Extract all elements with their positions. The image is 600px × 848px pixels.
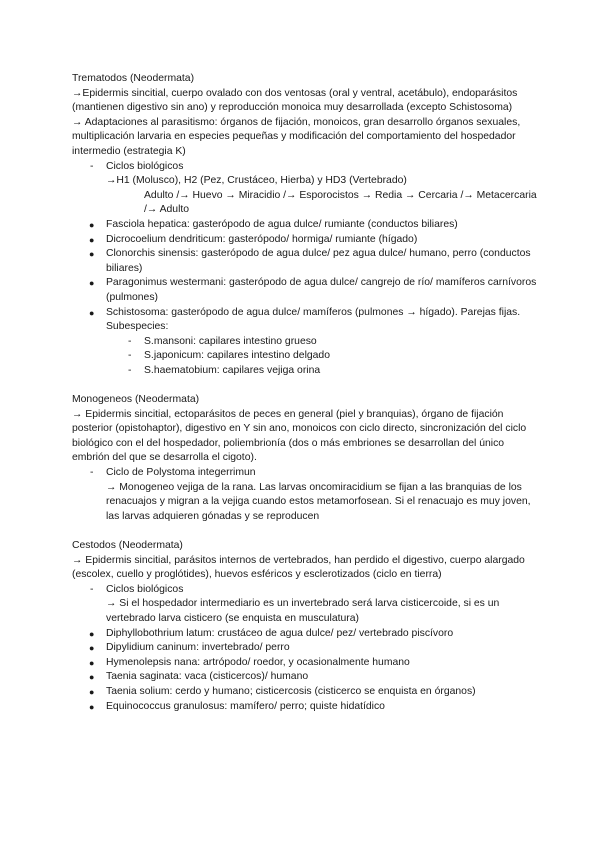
ciclos-label: Ciclos biológicos: [106, 583, 184, 595]
trematodos-intro: →Epidermis sincitial, cuerpo ovalado con dos ventosas (oral y ventral, acetábulo), endoparásitos (mantienen digestivo sin ano) y reproducción monoica muy desarrollada (excepto Schistosoma): [72, 87, 518, 114]
section-title-trematodos: Trematodos (Neodermata): [72, 73, 195, 84]
bullet-marker: ●: [89, 686, 95, 697]
list-item: [72, 700, 542, 715]
cestodos-ciclos-text: → Si el hospedador intermediario es un invertebrado será larva cisticercoide, si es un vertebrado larva cisticero (se enquista en musculatura): [106, 598, 500, 624]
list-item: [72, 233, 542, 248]
trematodos-adaptations: → Adaptaciones al parasitismo: órganos de fijación, monoicos, gran desarrollo órganos sexuales, multiplicación larvaria en especies pequeñas y modificación del comportamiento del hospedador intermedio (estrategia K): [72, 116, 521, 157]
dash-marker: -: [128, 335, 132, 347]
subspecies-item: [72, 349, 542, 364]
bullet-marker: ●: [89, 249, 95, 260]
bullet-marker: ●: [89, 307, 95, 318]
list-item-text: Clonorchis sinensis: gasterópodo de agua dulce/ pez agua dulce/ humano, perro (conductos biliares): [106, 248, 531, 274]
ciclos-label: Ciclos biológicos: [106, 160, 184, 172]
monogeneos-ciclo-item: [72, 466, 542, 481]
dash-marker: -: [128, 350, 132, 362]
dash-marker: -: [128, 364, 132, 376]
list-item-text: Taenia saginata: vaca (cisticercos)/ humano: [106, 671, 309, 683]
list-item: [72, 276, 542, 305]
dash-marker: -: [90, 583, 94, 595]
spacer: [72, 524, 542, 539]
list-item: [72, 685, 542, 700]
bullet-marker: ●: [89, 657, 95, 668]
trematodos-ciclos-item: [72, 160, 542, 175]
bullet-marker: ●: [89, 643, 95, 654]
cestodos-intro: → Epidermis sincitial, parásitos internos de vertebrados, han perdido el digestivo, cuerpo alargado (escolex, cuello y proglótides), huevos esféricos y esclerotizados (ciclo en tierra): [72, 554, 525, 581]
ciclo-label: Ciclo de Polystoma integerrimun: [106, 467, 256, 479]
list-item: [72, 641, 542, 656]
cestodos-ciclos-item: [72, 583, 542, 598]
list-item-text: Hymenolepsis nana: artrópodo/ roedor, y ocasionalmente humano: [106, 656, 410, 668]
dash-marker: -: [90, 160, 94, 172]
bullet-marker: ●: [89, 234, 95, 245]
bullet-marker: ●: [89, 701, 95, 712]
bullet-marker: ●: [89, 278, 95, 289]
subspecies-item: [72, 335, 542, 350]
subspecies-text: S.japonicum: capilares intestino delgado: [144, 350, 330, 362]
list-item-text: Taenia solium: cerdo y humano; cisticercosis (cisticerco se enquista en órganos): [106, 685, 476, 697]
list-item: [72, 306, 542, 335]
bullet-marker: ●: [89, 628, 95, 639]
trematodos-hosts: →H1 (Molusco), H2 (Pez, Crustáceo, Hierba) y HD3 (Vertebrado): [106, 175, 407, 187]
subspecies-item: [72, 364, 542, 379]
dash-marker: -: [90, 467, 94, 479]
list-item-text: Schistosoma: gasterópodo de agua dulce/ mamíferos (pulmones → hígado). Parejas fijas. Subespecies:: [106, 306, 521, 333]
list-item-text: Fasciola hepatica: gasterópodo de agua dulce/ rumiante (conductos biliares): [106, 218, 458, 230]
bullet-marker: ●: [89, 672, 95, 683]
list-item: [72, 247, 542, 276]
trematodos-stages: Adulto /→ Huevo → Miracidio /→ Esporocistos → Redia → Cercaria /→ Metacercaria /→ Adulto: [144, 189, 537, 216]
section-title-cestodos: Cestodos (Neodermata): [72, 540, 183, 551]
bullet-marker: ●: [89, 219, 95, 230]
list-item: [72, 627, 542, 642]
list-item: [72, 218, 542, 233]
subspecies-text: S.haematobium: capilares vejiga orina: [144, 364, 321, 376]
monogeneos-ciclo-text: → Monogeneo vejiga de la rana. Las larvas oncomiracidium se fijan a las branquias de los renacuajos y migran a la vejiga cuando estos metamorfosean. Si el renacuajo es muy joven, las larvas adquieren gónadas y se reproducen: [106, 481, 531, 522]
list-item-text: Dipylidium caninum: invertebrado/ perro: [106, 642, 290, 654]
list-item: [72, 670, 542, 685]
monogeneos-intro: → Epidermis sincitial, ectoparásitos de peces en general (piel y branquias), órgano de fijación posterior (opistohaptor), digestivo en Y sin ano, monoicos con ciclo directo, sincronización del ciclo biológico con el del hospedador, poliembrionía (dos o más embriones se desarrollan del único embrión del que se desarrolla el cigoto).: [72, 408, 527, 464]
spacer: [72, 378, 542, 393]
section-title-monogeneos: Monogeneos (Neodermata): [72, 394, 200, 406]
list-item: [72, 656, 542, 671]
subspecies-text: S.mansoni: capilares intestino grueso: [144, 335, 317, 347]
list-item-text: Dicrocoelium dendriticum: gasterópodo/ hormiga/ rumiante (hígado): [106, 233, 418, 245]
list-item-text: Diphyllobothrium latum: crustáceo de agua dulce/ pez/ vertebrado piscívoro: [106, 627, 454, 639]
list-item-text: Equinococcus granulosus: mamífero/ perro; quiste hidatídico: [106, 700, 385, 712]
document-page: [72, 72, 542, 714]
list-item-text: Paragonimus westermani: gasterópodo de agua dulce/ cangrejo de río/ mamíferos carnívoros (pulmones): [106, 277, 537, 303]
